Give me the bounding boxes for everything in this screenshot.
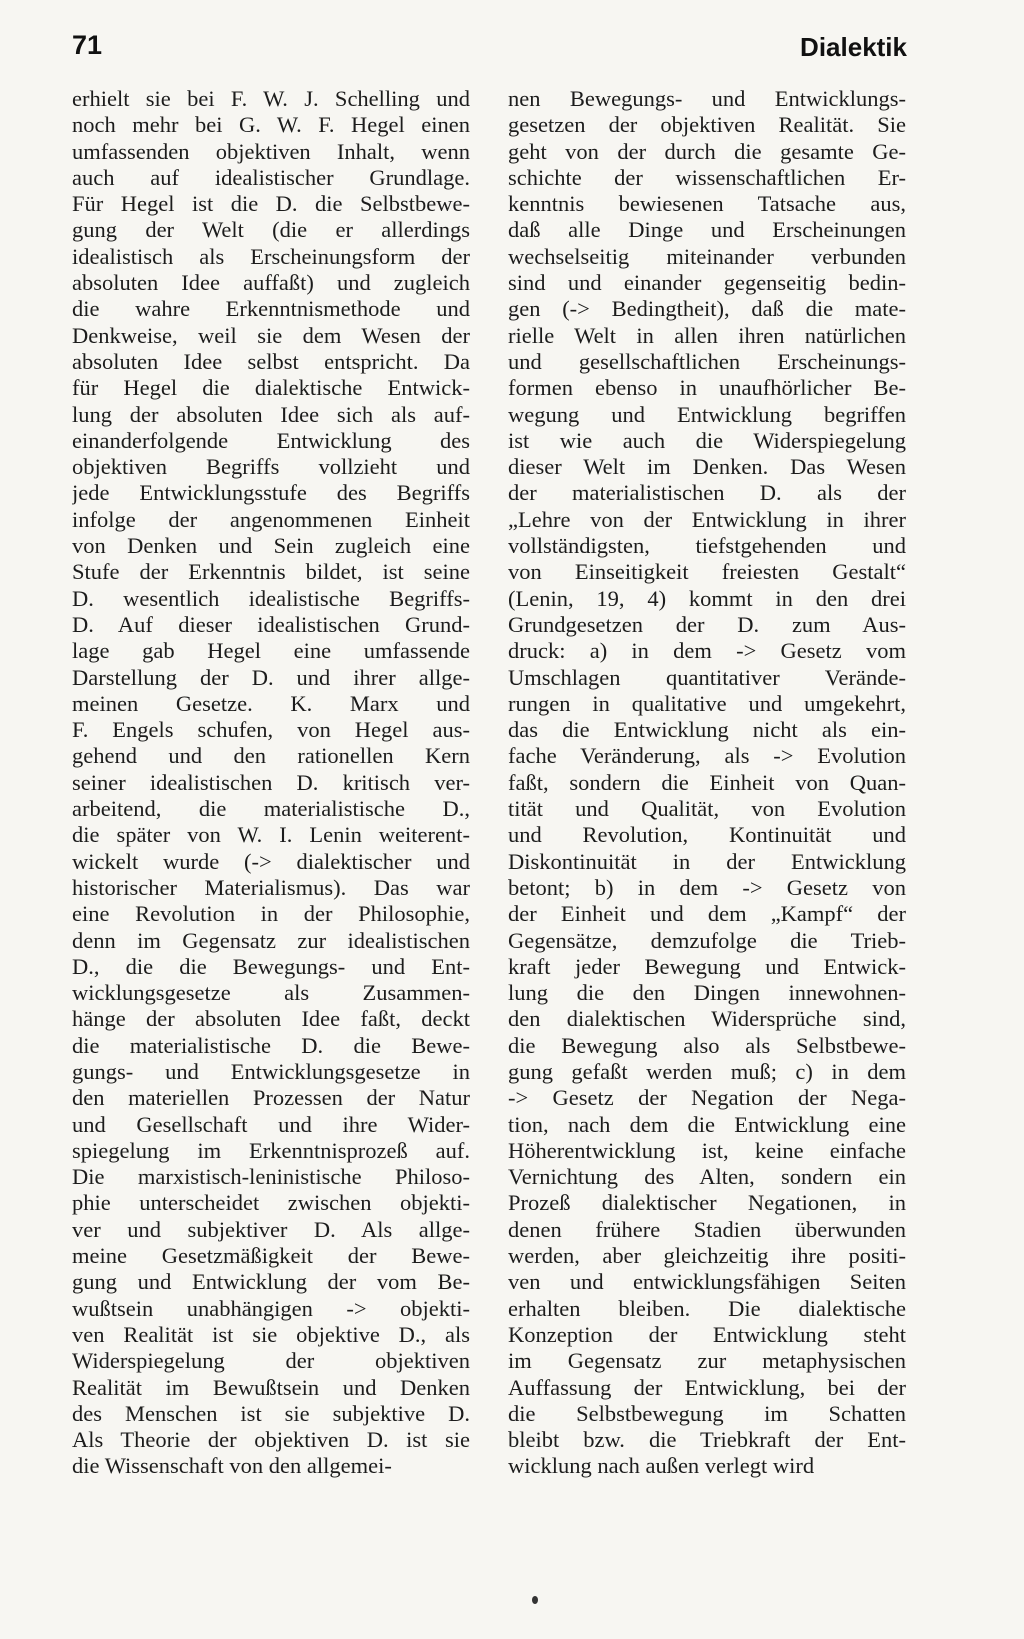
text-line: und Revolution, Kontinuität und: [508, 822, 906, 848]
text-line: sind und einander gegenseitig bedin-: [508, 270, 906, 296]
text-line: F. Engels schufen, von Hegel aus-: [72, 717, 470, 743]
text-line: gen (-> Bedingtheit), daß die mate-: [508, 296, 906, 322]
text-line: die wahre Erkenntnismethode und: [72, 296, 470, 322]
text-line: betont; b) in dem -> Gesetz von: [508, 874, 906, 900]
text-line: gung und Entwicklung der vom Be-: [72, 1269, 470, 1295]
text-line: die später von W. I. Lenin weiterent-: [72, 822, 470, 848]
text-line: wicklungsgesetze als Zusammen-: [72, 980, 470, 1006]
text-line: druck: a) in dem -> Gesetz vom: [508, 638, 906, 664]
text-line: nen Bewegungs- und Entwicklungs-: [508, 86, 906, 111]
text-line: phie unterscheidet zwischen objekti-: [72, 1190, 470, 1216]
text-line: des Menschen ist sie subjektive D.: [72, 1400, 470, 1426]
text-line: Die marxistisch-leninistische Philoso-: [72, 1164, 470, 1190]
text-line: werden, aber gleichzeitig ihre positi-: [508, 1243, 906, 1269]
text-line: die Bewegung also als Selbstbewe-: [508, 1032, 906, 1058]
text-line: denn im Gegensatz zur idealistischen: [72, 927, 470, 953]
text-line: das die Entwicklung nicht als ein-: [508, 717, 906, 743]
text-line: rungen in qualitative und umgekehrt,: [508, 690, 906, 716]
text-line: von Denken und Sein zugleich eine: [72, 533, 470, 559]
text-line: den materiellen Prozessen der Natur: [72, 1085, 470, 1111]
text-line: der Einheit und dem „Kampf“ der: [508, 901, 906, 927]
text-line: einanderfolgende Entwicklung des: [72, 427, 470, 453]
text-line: hänge der absoluten Idee faßt, deckt: [72, 1006, 470, 1032]
text-line: und Gesellschaft und ihre Wider-: [72, 1111, 470, 1137]
text-line: meine Gesetzmäßigkeit der Bewe-: [72, 1243, 470, 1269]
text-line: für Hegel die dialektische Entwick-: [72, 375, 470, 401]
text-line: Prozeß dialektischer Negationen, in: [508, 1190, 906, 1216]
text-line: ven und entwicklungsfähigen Seiten: [508, 1269, 906, 1295]
text-line: denen frühere Stadien überwunden: [508, 1216, 906, 1242]
text-line: formen ebenso in unaufhörlicher Be-: [508, 375, 906, 401]
text-line: ver und subjektiver D. Als allge-: [72, 1216, 470, 1242]
text-line: spiegelung im Erkenntnisprozeß auf.: [72, 1137, 470, 1163]
text-line: erhalten bleiben. Die dialektische: [508, 1295, 906, 1321]
text-line: absoluten Idee selbst entspricht. Da: [72, 348, 470, 374]
text-line: idealistisch als Erscheinungsform der: [72, 243, 470, 269]
text-line: Gegensätze, demzufolge die Trieb-: [508, 927, 906, 953]
text-line: ist wie auch die Widerspiegelung: [508, 427, 906, 453]
right-text-column: [508, 86, 906, 1480]
text-line: wechselseitig miteinander verbunden: [508, 243, 906, 269]
text-line: ven Realität ist sie objektive D., als: [72, 1321, 470, 1347]
text-line: gung der Welt (die er allerdings: [72, 217, 470, 243]
text-line: absoluten Idee auffaßt) und zugleich: [72, 270, 470, 296]
text-line: wickelt wurde (-> dialektischer und: [72, 848, 470, 874]
text-line: erhielt sie bei F. W. J. Schelling und: [72, 86, 470, 111]
text-line: tität und Qualität, von Evolution: [508, 796, 906, 822]
text-line: von Einseitigkeit freiesten Gestalt“: [508, 559, 906, 585]
text-line: seiner idealistischen D. kritisch ver-: [72, 769, 470, 795]
text-line: wegung und Entwicklung begriffen: [508, 401, 906, 427]
text-line: Für Hegel ist die D. die Selbstbewe-: [72, 191, 470, 217]
left-text-column: [72, 86, 470, 1480]
text-line: die Wissenschaft von den allgemei-: [72, 1453, 392, 1479]
text-line: lung der absoluten Idee sich als auf-: [72, 401, 470, 427]
text-line: wicklung nach außen verlegt wird: [508, 1453, 815, 1479]
footer-dot: [532, 1596, 538, 1604]
page-number: 71: [72, 30, 103, 60]
text-line: Realität im Bewußtsein und Denken: [72, 1374, 470, 1400]
running-title: Dialektik: [800, 32, 907, 62]
text-line: und gesellschaftlichen Erscheinungs-: [508, 348, 906, 374]
text-line: D., die die Bewegungs- und Ent-: [72, 953, 470, 979]
text-line: historischer Materialismus). Das war: [72, 874, 470, 900]
text-line: gesetzen der objektiven Realität. Sie: [508, 112, 906, 138]
text-line: umfassenden objektiven Inhalt, wenn: [72, 138, 470, 164]
text-line: die materialistische D. die Bewe-: [72, 1032, 470, 1058]
text-line: jede Entwicklungsstufe des Begriffs: [72, 480, 470, 506]
text-line: lung die den Dingen innewohnen-: [508, 980, 906, 1006]
text-line: arbeitend, die materialistische D.,: [72, 796, 470, 822]
text-line: Auffassung der Entwicklung, bei der: [508, 1374, 906, 1400]
text-line: fache Veränderung, als -> Evolution: [508, 743, 906, 769]
text-line: -> Gesetz der Negation der Nega-: [508, 1085, 906, 1111]
text-line: vollständigsten, tiefstgehenden und: [508, 533, 906, 559]
text-line: Als Theorie der objektiven D. ist sie: [72, 1427, 470, 1453]
text-line: eine Revolution in der Philosophie,: [72, 901, 470, 927]
text-line: Grundgesetzen der D. zum Aus-: [508, 611, 906, 637]
text-line: den dialektischen Widersprüche sind,: [508, 1006, 906, 1032]
text-line: der materialistischen D. als der: [508, 480, 906, 506]
text-line: rielle Welt in allen ihren natürlichen: [508, 322, 906, 348]
text-line: Stufe der Erkenntnis bildet, ist seine: [72, 559, 470, 585]
text-line: faßt, sondern die Einheit von Quan-: [508, 769, 906, 795]
text-line: objektiven Begriffs vollzieht und: [72, 454, 470, 480]
text-line: Widerspiegelung der objektiven: [72, 1348, 470, 1374]
text-line: lage gab Hegel eine umfassende: [72, 638, 470, 664]
text-line: im Gegensatz zur metaphysischen: [508, 1348, 906, 1374]
text-line: gehend und den rationellen Kern: [72, 743, 470, 769]
text-line: infolge der angenommenen Einheit: [72, 506, 470, 532]
text-line: kenntnis bewiesenen Tatsache aus,: [508, 191, 906, 217]
text-line: geht von der durch die gesamte Ge-: [508, 138, 906, 164]
text-line: Diskontinuität in der Entwicklung: [508, 848, 906, 874]
text-line: Vernichtung des Alten, sondern ein: [508, 1164, 906, 1190]
text-line: tion, nach dem die Entwicklung eine: [508, 1111, 906, 1137]
text-line: die Selbstbewegung im Schatten: [508, 1400, 906, 1426]
text-line: dieser Welt im Denken. Das Wesen: [508, 454, 906, 480]
text-line: Darstellung der D. und ihrer allge-: [72, 664, 470, 690]
text-line: „Lehre von der Entwicklung in ihrer: [508, 506, 906, 532]
text-line: schichte der wissenschaftlichen Er-: [508, 164, 906, 190]
text-line: wußtsein unabhängigen -> objekti-: [72, 1295, 470, 1321]
text-line: Höherentwicklung ist, keine einfache: [508, 1137, 906, 1163]
text-line: daß alle Dinge und Erscheinungen: [508, 217, 906, 243]
text-line: gungs- und Entwicklungsgesetze in: [72, 1058, 470, 1084]
text-line: noch mehr bei G. W. F. Hegel einen: [72, 112, 470, 138]
text-line: D. Auf dieser idealistischen Grund-: [72, 611, 470, 637]
text-line: kraft jeder Bewegung und Entwick-: [508, 953, 906, 979]
text-line: meinen Gesetze. K. Marx und: [72, 690, 470, 716]
text-line: gung gefaßt werden muß; c) in dem: [508, 1058, 906, 1084]
text-line: Konzeption der Entwicklung steht: [508, 1321, 906, 1347]
text-line: bleibt bzw. die Triebkraft der Ent-: [508, 1427, 906, 1453]
text-line: (Lenin, 19, 4) kommt in den drei: [508, 585, 906, 611]
text-line: Denkweise, weil sie dem Wesen der: [72, 322, 470, 348]
text-line: auch auf idealistischer Grundlage.: [72, 164, 470, 190]
text-line: D. wesentlich idealistische Begriffs-: [72, 585, 470, 611]
text-line: Umschlagen quantitativer Verände-: [508, 664, 906, 690]
